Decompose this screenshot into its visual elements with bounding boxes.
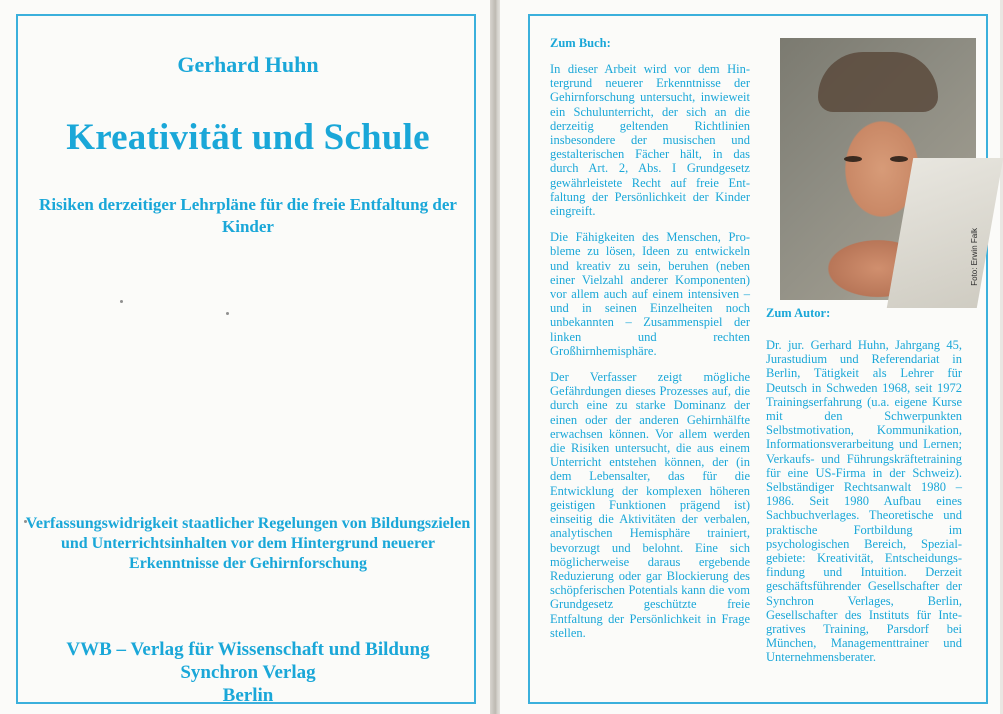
publisher-block	[18, 638, 478, 707]
publisher-city: Berlin	[222, 685, 274, 706]
front-cover-page	[0, 0, 492, 714]
book-paragraph: Der Verfasser zeigt mögliche Gefährdungen dieses Prozesses auf, die durch eine zu starke Dominanz der einen oder der anderen Gehirnhälfte erwachsen können. Vor allem werden die Risiken untersucht, die aus einem Unterricht entstehen können, der (in dem Lebensalter, das für die Entwicklung der komplexen höheren geistigen Funktionen prägend ist) einseitig die Aktivitäten der verbalen, analytischen Hemisphäre trainiert, bevorzugt und belohnt. Eine sich möglicherweise daraus ergebende Reduzierung oder gar Blockierung des schöpferischen Potentials kann die vom Grundgesetz geschützte freie Entfaltung der Persönlichkeit in Frage stellen.	[550, 370, 750, 640]
paper-speck	[226, 312, 229, 315]
imprint-name: Synchron Verlag	[180, 662, 316, 683]
author-bio	[766, 338, 962, 665]
author-photo	[780, 38, 979, 300]
back-cover-page	[500, 0, 1000, 714]
paper-speck	[120, 300, 123, 303]
cover-frame	[16, 14, 476, 704]
photo-eye	[890, 156, 908, 162]
author-section-heading: Zum Autor:	[766, 306, 831, 320]
back-cover-frame	[528, 14, 988, 704]
photo-shirt	[887, 158, 1003, 308]
book-paragraph: In dieser Arbeit wird vor dem Hintergrund neuerer Erkenntnisse der Gehirnforschung untersucht, inwieweit ein Schulunterricht, der sich an die derzeitig geltenden Richtlinien insbesondere der musischen und gestalterischen Fächer hält, in das durch Art. 2, Abs. I Grundgesetz gewährleistete Recht auf freie Entfaltung der Persönlichkeit der Kinder eingreift.	[550, 62, 750, 219]
photo-credit: Foto: Erwin Falk	[970, 228, 979, 286]
cover-description: Verfassungswidrigkeit staatlicher Regelungen von Bildungszielen und Unterrichtsinhalten vor dem Hintergrund neuerer Erkenntnisse der Gehirnforschung	[25, 515, 471, 572]
author-bio-text: Dr. jur. Gerhard Huhn, Jahrgang 45, Jurastudium und Referendariat in Berlin, Tätigkeit als Lehrer für Deutsch in Schweden 1968, seit 1972 Trainingserfahrung (u.a. eigene Kurse mit den Schwerpunkten Selbstmotivation, Kommunikation, Informationsverarbeitung und Lernen; Verkaufs- und Führungskräftetraining für eine US-Firma in der Schweiz). Selbständiger Rechtsanwalt 1980 – 1986. Seit 1980 Aufbau eines Sachbuchverlages. Theoretische und praktische Fortbildung im psychologischen Bereich, Spezialgebiete: Kreativität, Entscheidungsfindung und Intuition. Derzeit geschäftsführender Gesellschafter der Synchron Verlages, Berlin, Gesellschafter des Instituts für Integratives Training, Parsdorf bei München, Managementtrainer und Unternehmensberater.	[766, 338, 962, 665]
book-paragraph: Die Fähigkeiten des Menschen, Probleme zu lösen, Ideen zu entwickeln und kreativ zu sein, beruhen (neben einer Vielzahl anderer Komponenten) vor allem auch auf einem intensiven – und in seinen Einzelheiten noch unbekannten – Zusammenspiel der linken und rechten Großhirnhemisphäre.	[550, 230, 750, 358]
author-name: Gerhard Huhn	[177, 52, 319, 77]
book-description	[550, 62, 750, 652]
photo-eye	[844, 156, 862, 162]
book-subtitle: Risiken derzeitiger Lehrpläne für die freie Entfaltung der Kinder	[39, 195, 457, 236]
book-title: Kreativität und Schule	[66, 117, 430, 158]
book-section-heading: Zum Buch:	[550, 36, 611, 50]
publisher-name: VWB – Verlag für Wissenschaft und Bildung	[66, 639, 430, 660]
photo-hair	[818, 52, 938, 112]
